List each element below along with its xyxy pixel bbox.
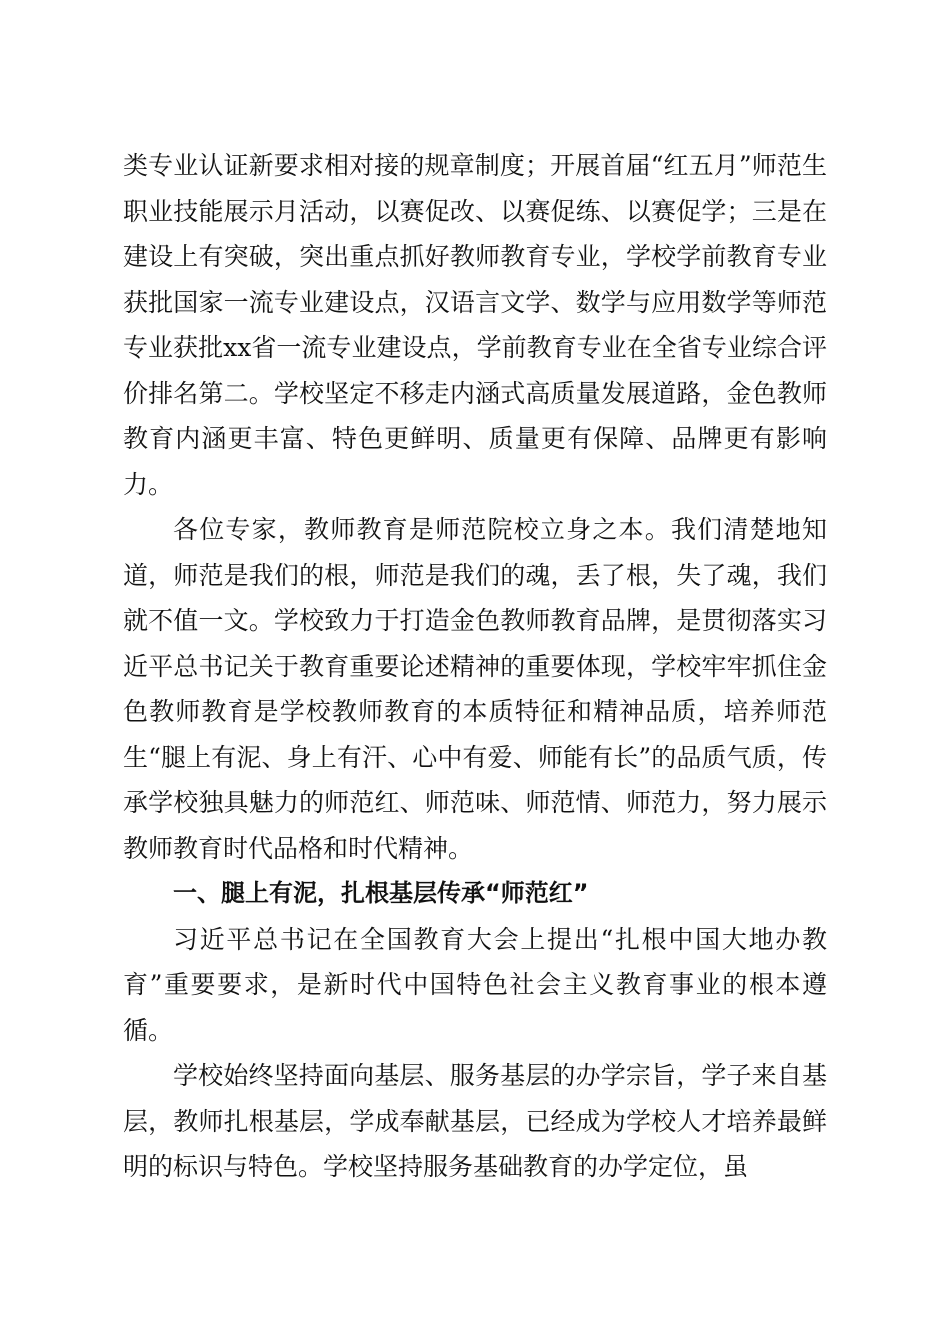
paragraph-experts-intro: 各位专家，教师教育是师范院校立身之本。我们清楚地知道，师范是我们的根，师范是我们的魂，丢了根，失了魂，我们就不值一文。学校致力于打造金色教师教育品牌，是贯彻落实习近平总书记关于教育重要论述精神的重要体现，学校牢牢抓住金色教师教育是学校教师教育的本质特征和精神品质，培养师范生“腿上有泥、身上有汗、心中有爱、师能有长”的品质气质，传承学校独具魅力的师范红、师范味、师范情、师范力，努力展示教师教育时代品格和时代精神。	[123, 515, 827, 863]
paragraph-xi-quote: 习近平总书记在全国教育大会上提出“扎根中国大地办教育”重要要求，是新时代中国特色社会主义教育事业的根本遵循。	[123, 924, 827, 1045]
paragraph-grassroots: 学校始终坚持面向基层、服务基层的办学宗旨，学子来自基层，教师扎根基层，学成奉献基层，已经成为学校人才培养最鲜明的标识与特色。学校坚持服务基础教育的办学定位，虽	[123, 1061, 827, 1181]
section-heading-1: 一、腿上有泥，扎根基层传承“师范红”	[173, 879, 589, 907]
paragraph-continuation: 类专业认证新要求相对接的规章制度；开展首届“红五月”师范生职业技能展示月活动，以赛促改、以赛促练、以赛促学；三是在建设上有突破，突出重点抓好教师教育专业，学校学前教育专业获批国家一流专业建设点，汉语言文学、数学与应用数学等师范专业获批xx省一流专业建设点，学前教育专业在全省专业综合评价排名第二。学校坚定不移走内涵式高质量发展道路，金色教师教育内涵更丰富、特色更鲜明、质量更有保障、品牌更有影响力。	[123, 151, 827, 499]
document-body	[123, 143, 827, 1190]
